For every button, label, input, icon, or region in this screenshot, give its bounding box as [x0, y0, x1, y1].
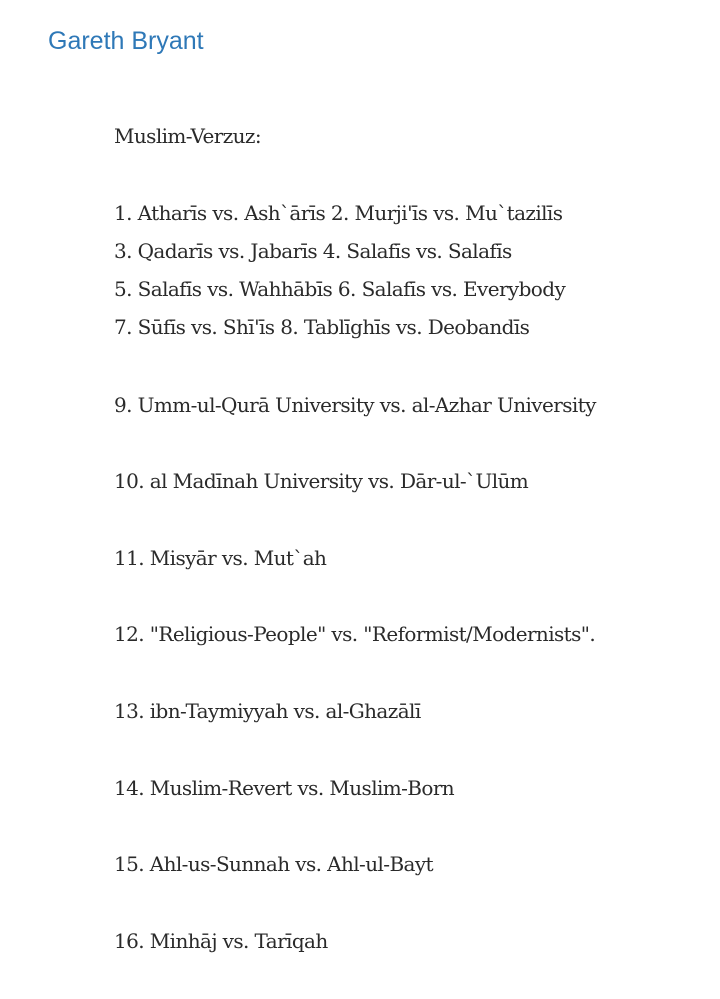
list-item: 16. Minhāj vs. Tarīqah — [114, 929, 328, 953]
list-item: 3. Qadarīs vs. Jabarīs 4. Salafīs vs. Salafīs — [114, 239, 512, 263]
document-heading: Muslim-Verzuz: — [114, 124, 261, 148]
list-item: 11. Misyār vs. Mut`ah — [114, 546, 327, 570]
list-item: 14. Muslim-Revert vs. Muslim-Born — [114, 776, 455, 800]
list-item: 5. Salafīs vs. Wahhābīs 6. Salafīs vs. Everybody — [114, 277, 566, 301]
list-item: 7. Sūfīs vs. Shī'īs 8. Tablīghīs vs. Deobandīs — [114, 315, 530, 339]
list-item: 9. Umm-ul-Qurā University vs. al-Azhar University — [114, 393, 596, 417]
author-name[interactable]: Gareth Bryant — [48, 27, 204, 55]
list-item: 10. al Madīnah University vs. Dār-ul-`Ulūm — [114, 469, 529, 493]
list-item: 1. Atharīs vs. Ash`ārīs 2. Murji'īs vs. Mu`tazilīs — [114, 201, 563, 225]
list-item: 12. "Religious-People" vs. "Reformist/Modernists". — [114, 622, 596, 646]
list-item: 15. Ahl-us-Sunnah vs. Ahl-ul-Bayt — [114, 852, 433, 876]
list-item: 13. ibn-Taymiyyah vs. al-Ghazālī — [114, 699, 421, 723]
